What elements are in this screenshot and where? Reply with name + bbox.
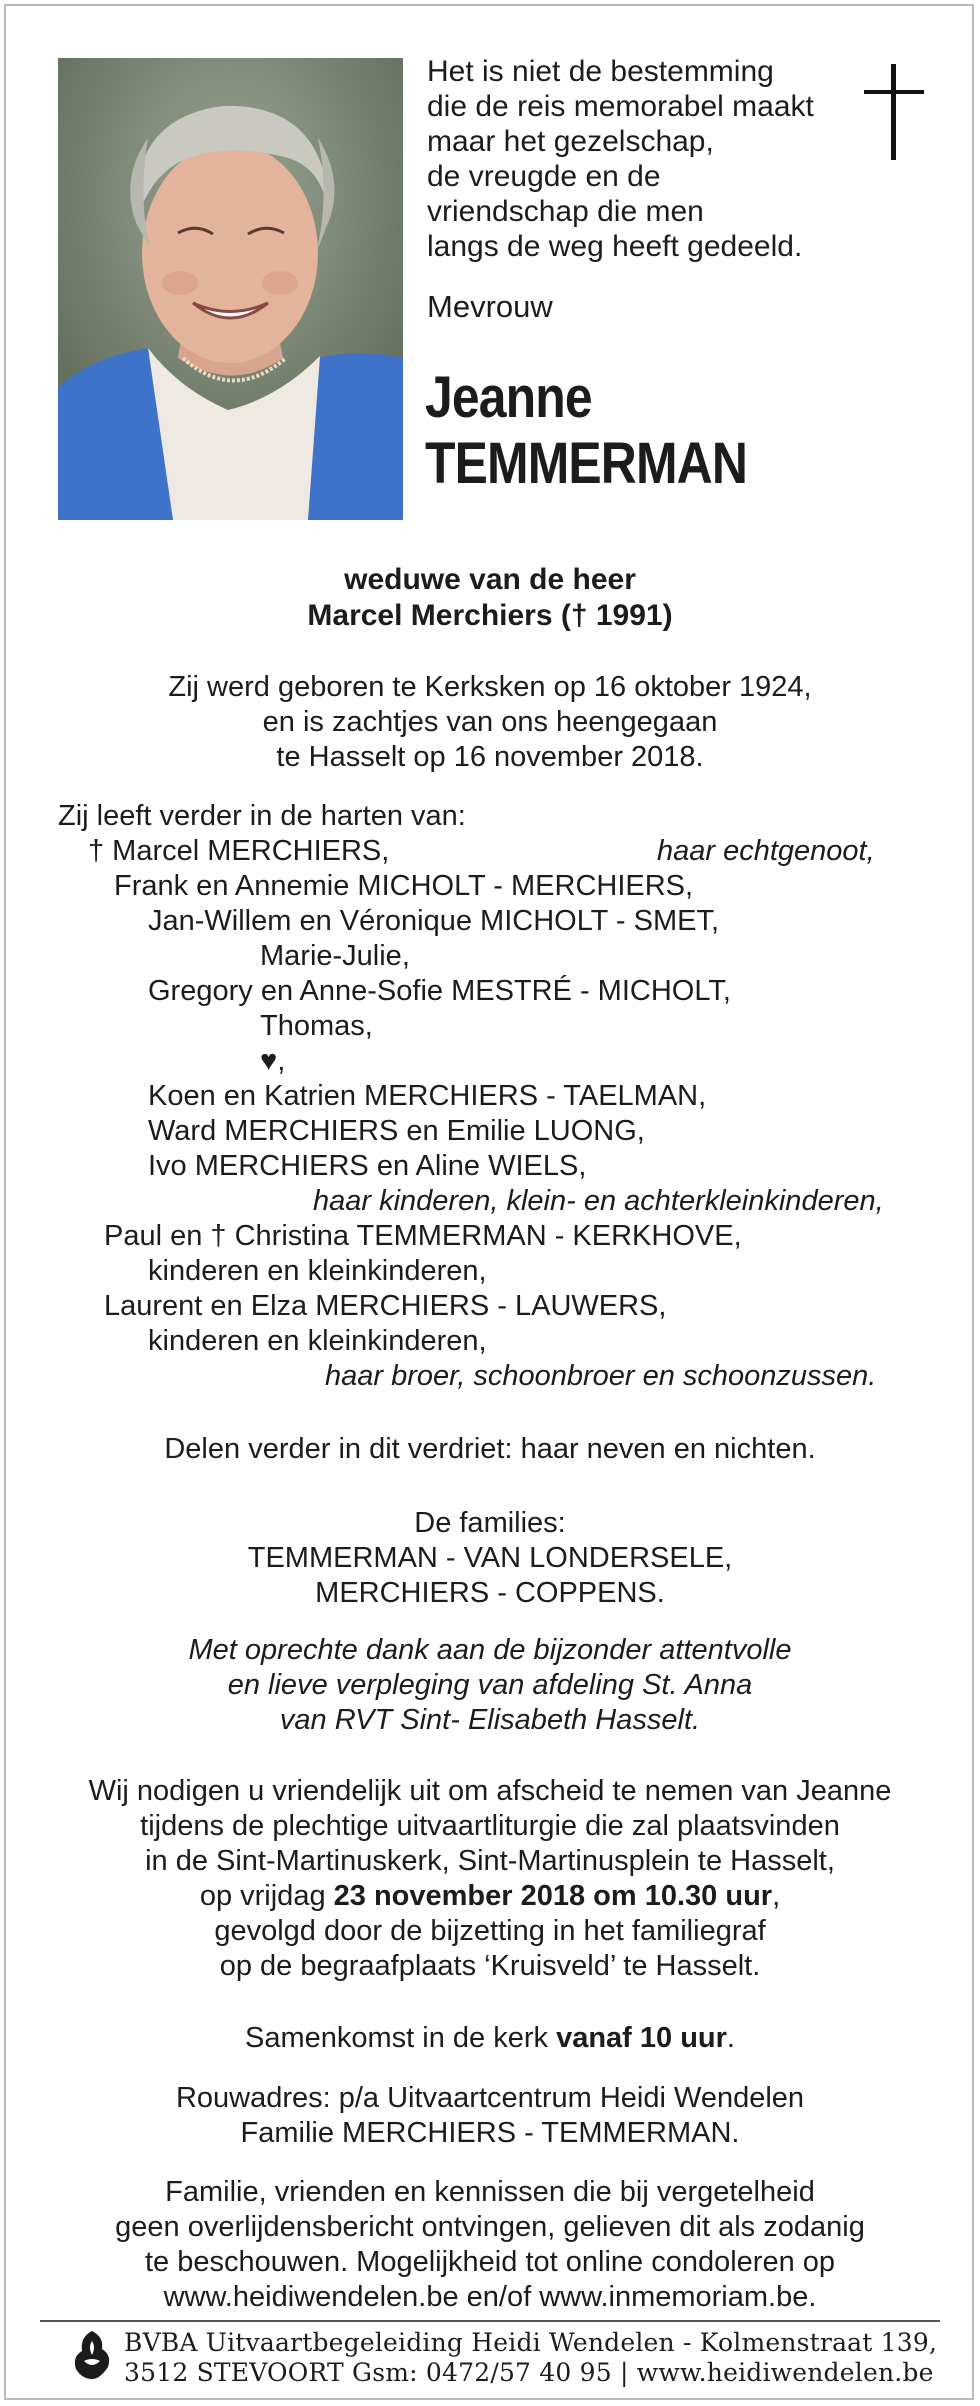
portrait-photo [58, 58, 403, 520]
gathering-pre: Samenkomst in de kerk [245, 2022, 557, 2054]
thanks-line: en lieve verpleging van afdeling St. Anna [227, 1669, 753, 1701]
share-line: Delen verder in dit verdriet: haar neven en nichten. [164, 1433, 816, 1465]
poem-line: de vreugde en de [427, 160, 661, 193]
poem-line: langs de weg heeft gedeeld. [427, 230, 803, 263]
last-name: TEMMERMAN [425, 431, 747, 496]
invite-line: in de Sint-Martinuskerk, Sint-Martinusplein te Hasselt, [145, 1845, 835, 1877]
birth-line: te Hasselt op 16 november 2018. [276, 741, 704, 773]
family-line: Ward MERCHIERS en Emilie LUONG, [148, 1115, 645, 1147]
family-line: Frank en Annemie MICHOLT - MERCHIERS, [114, 870, 694, 902]
widow-line: Marcel Merchiers († 1991) [307, 599, 673, 632]
notice-line: Familie, vrienden en kennissen die bij vergetelheid [165, 2176, 815, 2208]
birth-line: en is zachtjes van ons heengegaan [262, 706, 718, 738]
families-heading: De families: [414, 1507, 566, 1539]
gathering-line [0, 2022, 980, 2055]
family-line: Koen en Katrien MERCHIERS - TAELMAN, [148, 1080, 707, 1112]
address-line: Rouwadres: p/a Uitvaartcentrum Heidi Wendelen [175, 2082, 805, 2114]
family-line: Jan-Willem en Véronique MICHOLT - SMET, [148, 905, 720, 937]
families-line: TEMMERMAN - VAN LONDERSELE, [247, 1542, 733, 1574]
footer-divider [40, 2320, 940, 2322]
invite-line: tijdens de plechtige uitvaartliturgie die zal plaatsvinden [140, 1810, 840, 1842]
cross-icon [864, 64, 924, 160]
gathering-time: vanaf 10 uur [556, 2022, 727, 2054]
funeral-home-logo-icon [68, 2327, 116, 2383]
family-line: Thomas, [260, 1010, 373, 1042]
families-line: MERCHIERS - COPPENS. [315, 1577, 665, 1609]
poem-line: maar het gezelschap, [427, 125, 714, 158]
family-line: Paul en † Christina TEMMERMAN - KERKHOVE, [104, 1220, 742, 1252]
notice-line: te beschouwen. Mogelijkheid tot online condoleren op [144, 2246, 836, 2278]
poem-line: die de reis memorabel maakt [427, 90, 814, 123]
poem [427, 54, 847, 264]
invite-date-post: , [772, 1880, 781, 1912]
thanks-line: Met oprechte dank aan de bijzonder attentvolle [188, 1634, 792, 1666]
address-line: Familie MERCHIERS - TEMMERMAN. [240, 2117, 740, 2149]
invite-date-pre: op vrijdag [199, 1880, 334, 1912]
family-line: kinderen en kleinkinderen, [148, 1255, 487, 1287]
thanks-line: van RVT Sint- Elisabeth Hasselt. [279, 1704, 701, 1736]
footer-line: BVBA Uitvaartbegeleiding Heidi Wendelen - Kolmenstraat 139, [124, 2328, 938, 2357]
family-husband: † Marcel MERCHIERS, [88, 835, 390, 867]
heart-icon: ♥, [260, 1045, 286, 1077]
notice-line: geen overlijdensbericht ontvingen, gelieven dit als zodanig [115, 2211, 865, 2243]
footer-line: 3512 STEVOORT Gsm: 0472/57 40 95 | www.heidiwendelen.be [124, 2358, 934, 2387]
family-line: Ivo MERCHIERS en Aline WIELS, [148, 1150, 587, 1182]
birth-line: Zij werd geboren te Kerksken op 16 oktober 1924, [168, 671, 812, 703]
honorific: Mevrouw [427, 289, 553, 324]
family-role: haar broer, schoonbroer en schoonzussen. [325, 1360, 877, 1392]
family-line: Laurent en Elza MERCHIERS - LAUWERS, [104, 1290, 667, 1322]
invite-line: Wij nodigen u vriendelijk uit om afscheid te nemen van Jeanne [88, 1775, 892, 1807]
poem-line: vriendschap die men [427, 195, 704, 228]
family-role: haar kinderen, klein- en achterkleinkinderen, [313, 1185, 884, 1217]
deceased-name [425, 365, 747, 497]
widow-line: weduwe van de heer [344, 563, 636, 596]
invite-date-line [0, 1880, 980, 1913]
family-role: haar echtgenoot, [657, 835, 875, 867]
notice-line: www.heidiwendelen.be en/of www.inmemoriam.be. [163, 2281, 817, 2313]
invite-line: gevolgd door de bijzetting in het familiegraf [214, 1915, 766, 1947]
poem-line: Het is niet de bestemming [427, 55, 774, 88]
family-line: Gregory en Anne-Sofie MESTRÉ - MICHOLT, [148, 975, 731, 1007]
family-line: kinderen en kleinkinderen, [148, 1325, 487, 1357]
first-name: Jeanne [425, 365, 592, 430]
gathering-post: . [726, 2022, 735, 2054]
invite-date: 23 november 2018 om 10.30 uur [333, 1880, 773, 1912]
family-line: Marie-Julie, [260, 940, 410, 972]
invite-line: op de begraafplaats ‘Kruisveld’ te Hasselt. [219, 1950, 761, 1982]
family-intro: Zij leeft verder in de harten van: [58, 800, 466, 832]
